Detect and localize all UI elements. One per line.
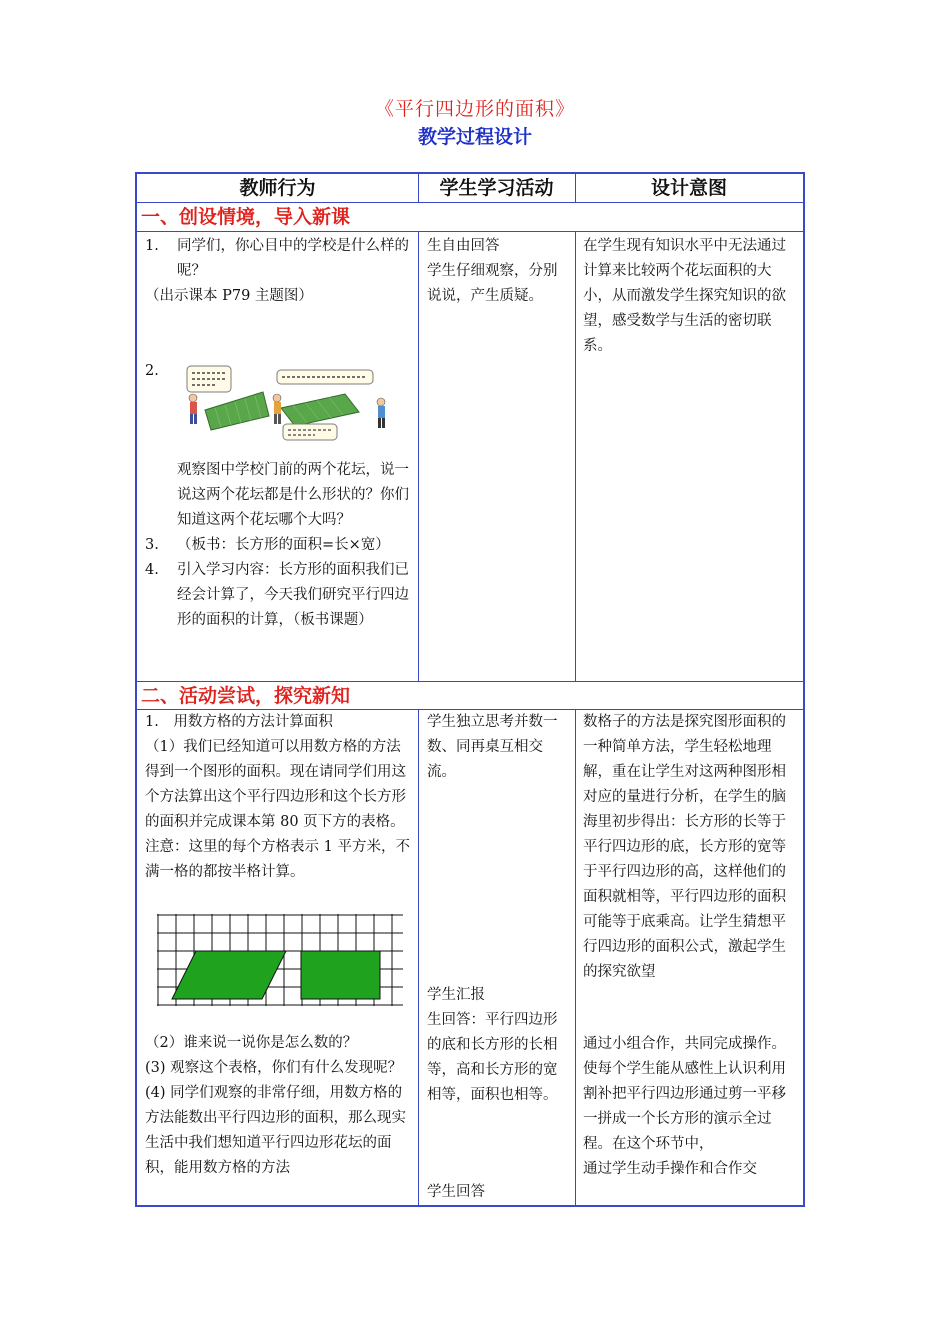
teacher-step-1-2: （2）谁来说一说你是怎么数的？ bbox=[145, 1035, 358, 1051]
student-activity-2: 学生仔细观察，分别说说，产生质疑。 bbox=[427, 263, 558, 304]
teacher-step-1-3: (3) 观察这个表格，你们有什么发现呢？ bbox=[145, 1060, 403, 1076]
item-number: 4. bbox=[145, 562, 159, 578]
section2-intent-cell bbox=[583, 710, 799, 985]
student-activity-1: 生自由回答 bbox=[427, 238, 500, 254]
section1-teacher-cell bbox=[145, 234, 413, 384]
student-activity-d: 学生回答 bbox=[427, 1184, 485, 1200]
rectangle-shape bbox=[301, 951, 380, 999]
section2-student-cell-b bbox=[427, 983, 571, 1108]
student-activity-a: 学生独立思考并数一数、同再桌互相交流。 bbox=[427, 714, 558, 780]
teacher-step-1-1: （1）我们已经知道可以用数方格的方法得到一个图形的面积。现在请同学们用这个方法算出这个平行四边形和这个长方形的面积并完成课本第 80 页下方的表格。 bbox=[145, 739, 406, 830]
speech-bubble-right bbox=[277, 370, 373, 384]
teacher-item-4: 引入学习内容：长方形的面积我们已经会计算了，今天我们研究平行四边形的面积的计算，（板书课题） bbox=[177, 562, 409, 628]
student-activity-b: 学生汇报 bbox=[427, 987, 485, 1003]
section-heading-2: 二、活动尝试，探究新知 bbox=[141, 685, 351, 707]
parallelogram-shape bbox=[172, 951, 286, 999]
section-heading-1: 一、创设情境，导入新课 bbox=[141, 206, 351, 228]
design-intent-1: 在学生现有知识水平中无法通过计算来比较两个花坛面积的大小，从而激发学生探究知识的欲望，感受数学与生活的密切联系。 bbox=[583, 238, 786, 354]
section1-student-cell bbox=[427, 234, 571, 309]
design-intent-2a: 数格子的方法是探究图形面积的一种简单方法，学生轻松地理解，重在让学生对这两种图形相对应的量进行分析，在学生的脑海里初步得出：长方形的长等于平行四边形的底，长方形的宽等于平行四边形的高，这样他们的面积就相等，平行四边形的面积可能等于底乘高。让学生猜想平行四边形的面积公式，激起学生的探究欲望 bbox=[583, 714, 786, 980]
teacher-note: 注意：这里的每个方格表示 1 平方米，不满一格的都按半格计算。 bbox=[145, 839, 410, 880]
header-teacher: 教师行为 bbox=[239, 177, 316, 199]
lesson-table bbox=[135, 172, 805, 1207]
column-divider bbox=[575, 709, 576, 1207]
section1-teacher-cell-continued bbox=[145, 458, 413, 633]
section2-teacher-cell-continued bbox=[145, 1031, 413, 1181]
rectangle-garden bbox=[281, 394, 359, 426]
section1-intent-cell bbox=[583, 234, 799, 359]
teacher-item-2: 观察图中学校门前的两个花坛，说一说这两个花坛都是什么形状的？你们知道这两个花坛哪个大吗？ bbox=[177, 462, 409, 528]
column-divider bbox=[575, 231, 576, 682]
column-divider bbox=[418, 231, 419, 682]
section2-intent-cell-b bbox=[583, 1032, 799, 1182]
column-divider bbox=[418, 709, 419, 1207]
section2-student-cell-d bbox=[427, 1180, 571, 1205]
table-header bbox=[137, 174, 803, 202]
design-intent-2b: 通过小组合作，共同完成操作。使每个学生能从感性上认识利用割补把平行四边形通过剪一平移一拼成一个长方形的演示全过程。在这个环节中， bbox=[583, 1036, 786, 1152]
document-subtitle: 教学过程设计 bbox=[417, 126, 532, 148]
section2-student-cell bbox=[427, 710, 571, 785]
school-gardens-illustration bbox=[185, 364, 397, 446]
row-divider bbox=[137, 231, 803, 232]
child-figure-right bbox=[377, 398, 385, 428]
item-number: 3. bbox=[145, 537, 159, 553]
item-number: 2. bbox=[145, 363, 159, 379]
header-intent: 设计意图 bbox=[650, 177, 727, 199]
column-divider bbox=[575, 174, 576, 203]
speech-bubble-left bbox=[187, 366, 231, 392]
teacher-item-1: 同学们，你心目中的学校是什么样的呢？ bbox=[177, 238, 409, 279]
speech-bubble-bottom bbox=[283, 424, 337, 440]
teacher-step-1: 1. 用数方格的方法计算面积 bbox=[145, 714, 333, 730]
document-title: 《平行四边形的面积》 bbox=[374, 98, 575, 120]
child-figure-left bbox=[189, 394, 197, 424]
header-student: 学生学习活动 bbox=[439, 177, 554, 199]
teacher-item-1-note: （出示课本 P79 主题图） bbox=[145, 288, 313, 304]
item-number: 1. bbox=[145, 238, 159, 254]
design-intent-2c: 通过学生动手操作和合作交 bbox=[583, 1161, 757, 1177]
child-figure-middle bbox=[273, 394, 281, 424]
teacher-item-3: （板书：长方形的面积=长×宽） bbox=[177, 537, 390, 553]
area-grid-figure bbox=[157, 914, 403, 1010]
column-divider bbox=[418, 174, 419, 203]
student-activity-c: 生回答：平行四边形的底和长方形的长相等，高和长方形的宽相等，面积也相等。 bbox=[427, 1012, 558, 1103]
section2-teacher-cell bbox=[145, 710, 413, 885]
teacher-step-1-4: (4) 同学们观察的非常仔细，用数方格的方法能数出平行四边形的面积，那么现实生活中我们想知道平行四边形花坛的面积，能用数方格的方法 bbox=[145, 1085, 406, 1176]
